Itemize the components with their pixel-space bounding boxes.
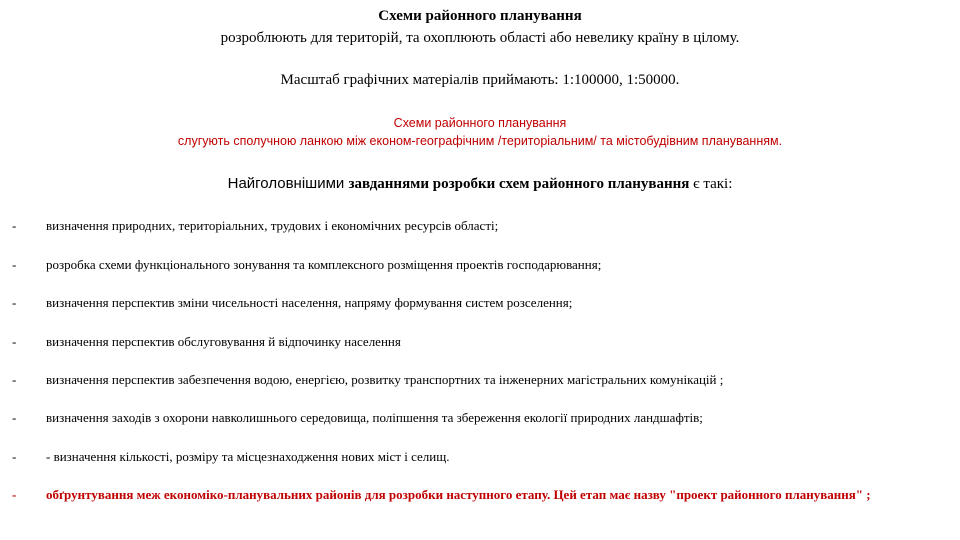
list-item-text: визначення природних, територіальних, трудових і економічних ресурсів області; bbox=[46, 218, 499, 233]
list-item-text: визначення перспектив забезпечення водою, енергією, розвитку транспортних та інженерних магістральних комунікацій ; bbox=[46, 372, 724, 387]
red-note bbox=[0, 114, 960, 150]
list-dash: - bbox=[12, 334, 17, 349]
list-dash: - bbox=[12, 295, 17, 310]
tasks-heading-part3: є такі: bbox=[689, 176, 733, 192]
red-note-line1: Схеми районного планування bbox=[393, 116, 567, 130]
subtitle: розроблюють для територій, та охоплюють області або невелику країну в цілому. bbox=[220, 30, 740, 46]
tasks-heading-part1: Найголовнішими bbox=[227, 175, 349, 192]
scale-text: Масштаб графічних матеріалів приймають: 1:100000, 1:50000. bbox=[280, 72, 680, 88]
list-item-text: визначення перспектив зміни чисельності населення, напряму формування систем розселення; bbox=[46, 295, 573, 310]
tasks-heading bbox=[0, 174, 960, 194]
list-item-text: - визначення кількості, розміру та місцезнаходження нових міст і селищ. bbox=[46, 449, 450, 464]
list-dash: - bbox=[12, 218, 17, 233]
list-item-text: розробка схеми функціонального зонування та комплексного розміщення проектів господарювання; bbox=[46, 257, 602, 272]
tasks-heading-bold: завданнями розробки схем районного планування bbox=[348, 176, 690, 192]
list-dash: - bbox=[12, 449, 17, 464]
page-title: Схеми районного планування bbox=[378, 8, 582, 24]
list-dash: - bbox=[12, 372, 17, 387]
red-note-line2: слугують сполучною ланкою між економ-географічним /територіальним/ та містобудівним плануванням. bbox=[177, 134, 783, 148]
list-item-text: обґрунтування меж економіко-планувальних районів для розробки наступного етапу. Цей етап має назву "проект районного планування" ; bbox=[46, 487, 871, 502]
list-dash: - bbox=[12, 487, 17, 502]
list-dash: - bbox=[12, 410, 17, 425]
list-item-text: визначення перспектив обслуговування й відпочинку населення bbox=[46, 334, 401, 349]
list-item-text: визначення заходів з охорони навколишнього середовища, поліпшення та збереження екології природних ландшафтів; bbox=[46, 410, 703, 425]
list-dash: - bbox=[12, 257, 17, 272]
